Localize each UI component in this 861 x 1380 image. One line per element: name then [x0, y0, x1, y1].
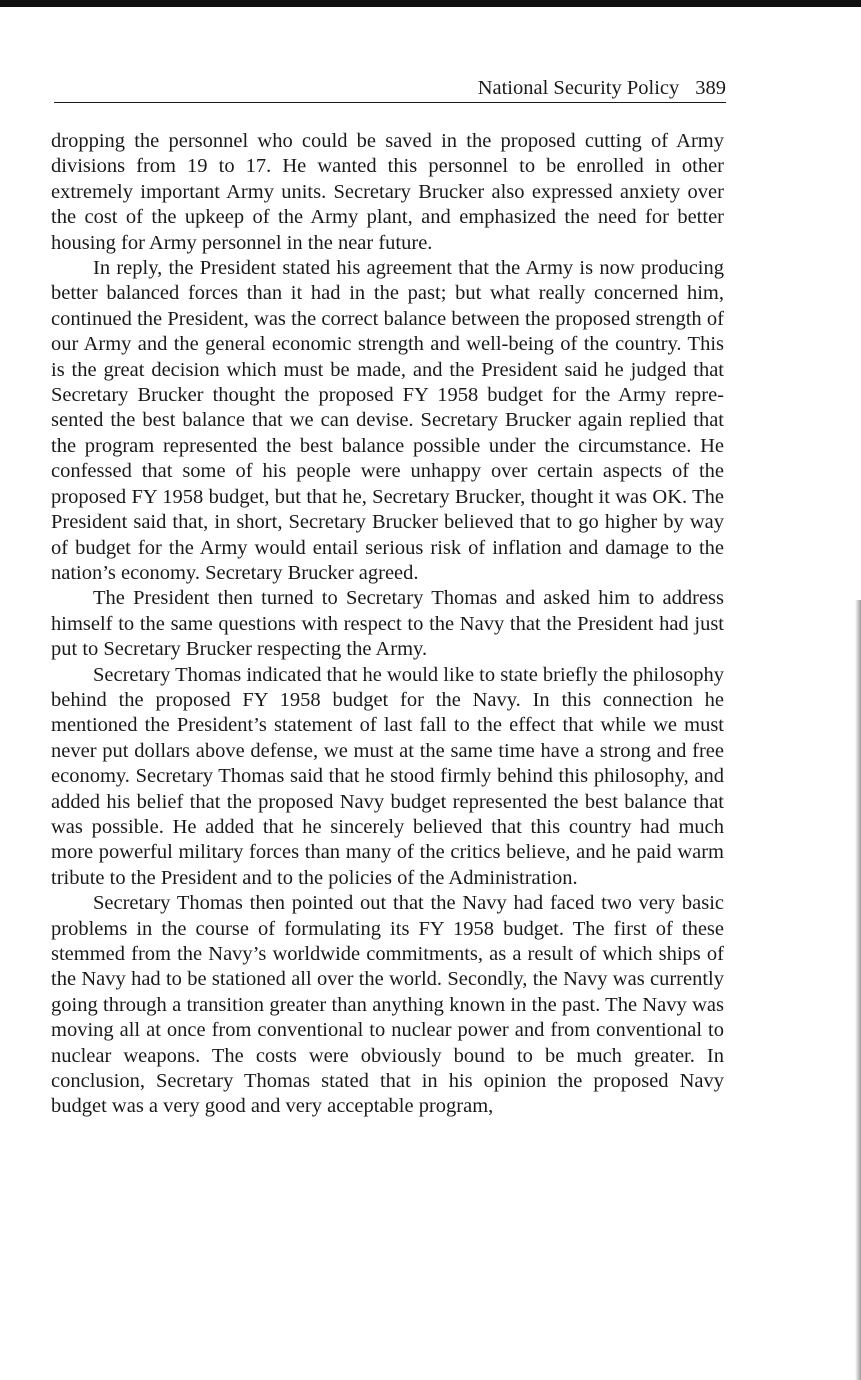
header-text	[478, 74, 726, 102]
paragraph: Secretary Thomas indicated that he would like to state briefly the philosophy behind the proposed FY 1958 budget for the Navy. In this connection he mentioned the President’s statement of last fall to the effect that while we must never put dollars above defense, we must at the same time have a strong and free economy. Secretary Thomas said that he stood firmly behind this philosophy, and added his belief that the proposed Navy budget represented the best balance that was possible. He added that he sincerely believed that this country had much more powerful military forces than many of the critics believe, and he paid warm tribute to the President and to the policies of the Administration.	[51, 663, 724, 889]
scan-page-edge	[855, 600, 861, 1380]
running-header	[54, 74, 726, 103]
header-title: National Security Policy	[477, 77, 680, 99]
body-text	[51, 129, 724, 1120]
paragraph: The President then turned to Secretary Thomas and asked him to address himself to the same questions with respect to the Navy that the President had just put to Secretary Brucker respecting the Army.	[51, 587, 724, 661]
paragraph: In reply, the President stated his agreement that the Army is now producing better balanced forces than it had in the past; but what really concerned him, continued the President, was the correct balance between the proposed strength of our Army and the general economic strength and well-being of the country. This is the great decision which must be made, and the President said he judged that Secretary Brucker thought the proposed FY 1958 budget for the Army represented the best balance that we can devise. Secretary Brucker again replied that the program represented the best balance possible under the circumstance. He confessed that some of his people were unhappy over certain aspects of the proposed FY 1958 budget, but that he, Secretary Brucker, thought it was OK. The President said that, in short, Secretary Brucker believed that to go higher by way of budget for the Army would entail serious risk of inflation and damage to the nation’s economy. Secretary Brucker agreed.	[51, 257, 724, 584]
paragraph: Secretary Thomas then pointed out that the Navy had faced two very basic problems in the course of formulating its FY 1958 budget. The first of these stemmed from the Navy’s worldwide commitments, as a result of which ships of the Navy had to be stationed all over the world. Secondly, the Navy was currently going through a transition greater than anything known in the past. The Navy was moving all at once from conventional to nuclear power and from conventional to nuclear weapons. The costs were obviously bound to be much greater. In conclusion, Secretary Thomas stated that in his opinion the proposed Navy budget was a very good and very acceptable program,	[51, 892, 724, 1118]
paragraph: dropping the personnel who could be saved in the proposed cutting of Army divisions from 19 to 17. He wanted this personnel to be enrolled in other extremely important Army units. Secretary Brucker also expressed anxiety over the cost of the upkeep of the Army plant, and emphasized the need for better housing for Army personnel in the near future.	[51, 130, 724, 254]
page-number: 389	[695, 77, 726, 99]
scan-top-border	[0, 0, 861, 7]
